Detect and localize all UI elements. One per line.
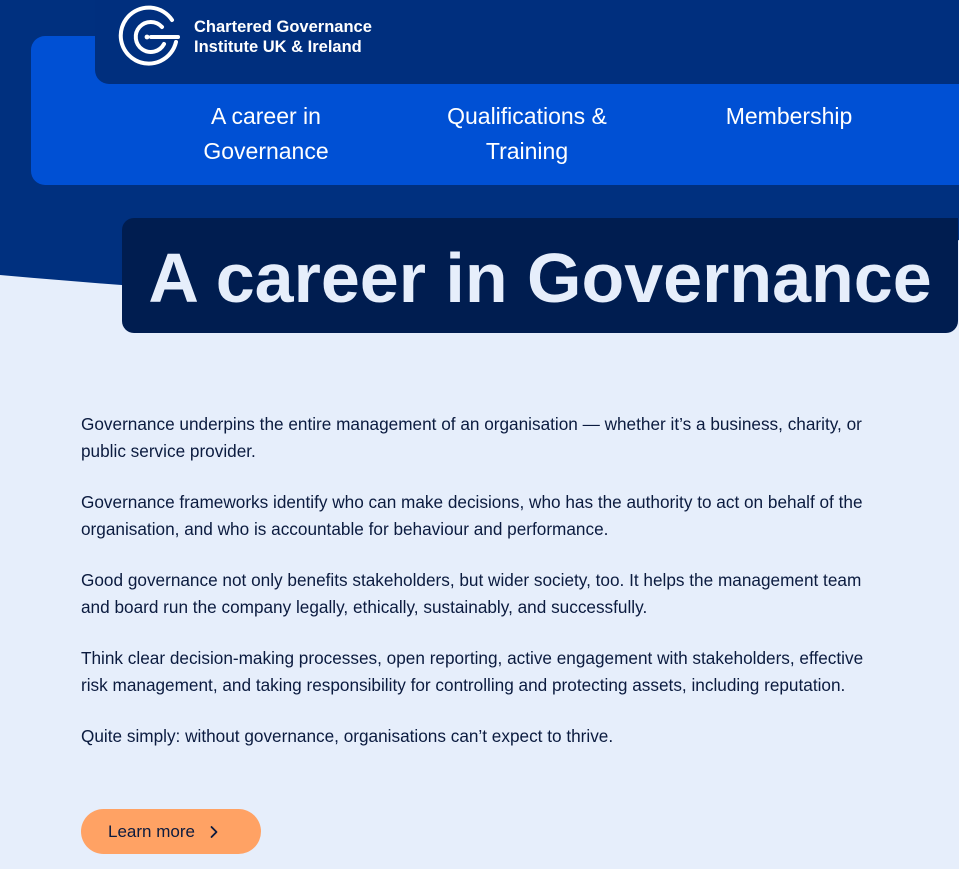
paragraph: Quite simply: without governance, organisations can’t expect to thrive. — [81, 726, 614, 746]
brand-name-line2: Institute UK & Ireland — [194, 38, 362, 56]
intro-content — [81, 411, 881, 774]
paragraph: Governance frameworks identify who can make decisions, who has the authority to act on behalf of the organisation, and who is accountable for behaviour and performance. — [81, 492, 863, 539]
brand-name-line1: Chartered Governance — [194, 18, 372, 36]
brand-name — [194, 17, 394, 57]
chevron-right-icon — [209, 825, 219, 839]
nav-item-label-line2: Governance — [203, 138, 329, 164]
nav-item-label-line2: Training — [485, 138, 569, 164]
learn-more-button[interactable] — [81, 809, 261, 854]
nav-item-career-in-governance[interactable] — [180, 99, 352, 169]
nav-item-label-line1: A career in — [211, 103, 321, 129]
brand-logo-link[interactable] — [118, 4, 394, 70]
cgi-g-logo-icon — [118, 4, 184, 70]
paragraph: Governance underpins the entire management of an organisation — whether it’s a business, charity, or public service provider. — [81, 414, 862, 461]
paragraph: Good governance not only benefits stakeholders, but wider society, too. It helps the management team and board run the company legally, ethically, sustainably, and successfully. — [81, 570, 862, 617]
nav-item-label-line1: Qualifications & — [447, 103, 607, 129]
page-title-box — [122, 218, 958, 333]
paragraph: Think clear decision-making processes, open reporting, active engagement with stakeholders, effective risk management, and taking responsibility for controlling and protecting assets, including reputation. — [81, 648, 864, 695]
nav-item-label-line1: Membership — [725, 103, 853, 129]
nav-item-qualifications-training[interactable] — [422, 99, 632, 169]
learn-more-label: Learn more — [108, 821, 195, 841]
nav-item-membership[interactable] — [704, 99, 874, 134]
page-title: A career in Governance — [148, 238, 932, 317]
